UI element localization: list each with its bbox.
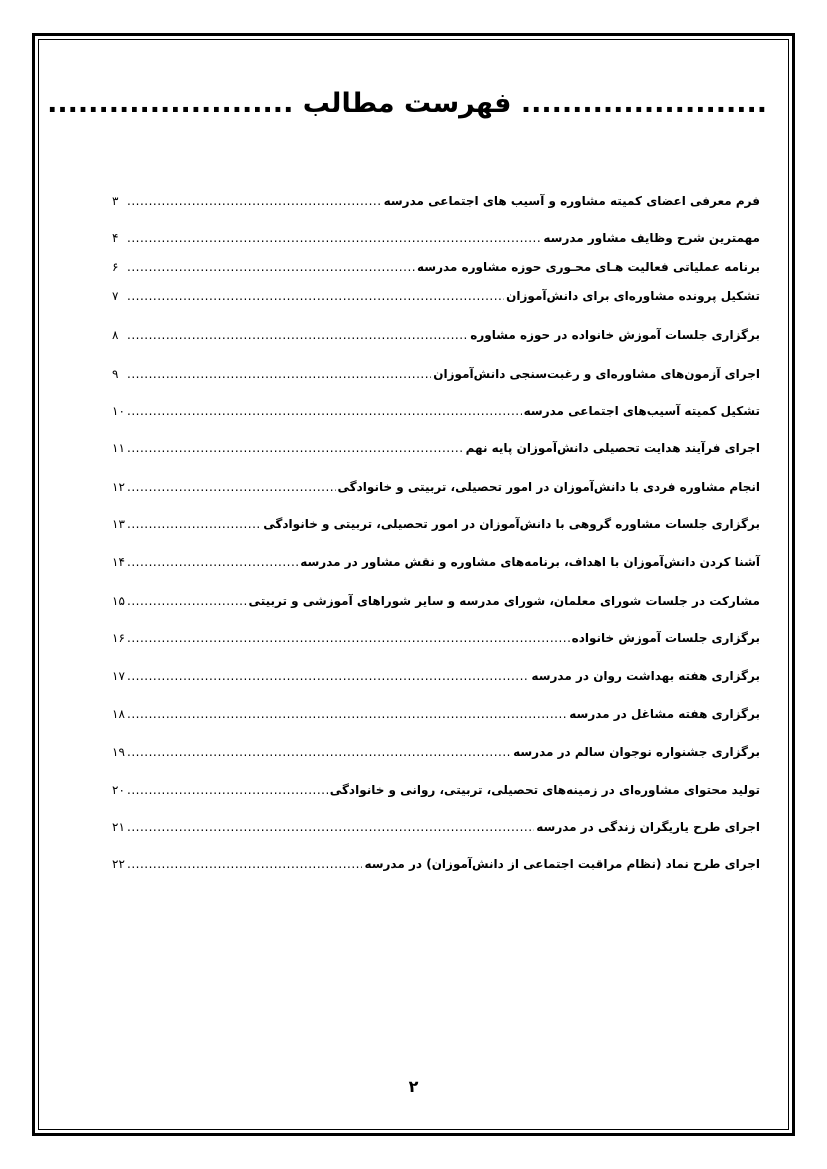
toc-entry[interactable] xyxy=(112,194,760,216)
dot-leader xyxy=(127,480,336,494)
toc-entry-page: ۱۵ xyxy=(112,594,125,608)
toc-entry-page: ۷ xyxy=(112,289,119,303)
toc-entry-label: مشارکت در جلسات شورای معلمان، شورای مدرسه و سایر شوراهای آموزشی و تربیتی xyxy=(248,594,760,608)
toc-entry-label: برگزاری هفته بهداشت روان در مدرسه xyxy=(531,669,760,683)
toc-entry-page: ۱۹ xyxy=(112,745,125,759)
toc-entry[interactable] xyxy=(112,328,760,350)
dot-leader xyxy=(127,194,382,208)
dot-leader xyxy=(127,404,522,418)
dot-leader xyxy=(127,707,567,721)
toc-entry[interactable] xyxy=(112,260,760,282)
toc-entry[interactable] xyxy=(112,820,760,842)
dot-leader xyxy=(127,783,328,797)
toc-entry[interactable] xyxy=(112,707,760,729)
toc-entry-page: ۱۷ xyxy=(112,669,125,683)
toc-entry-label: تشکیل کمیته آسیب‌های اجتماعی مدرسه xyxy=(523,404,760,418)
toc-entry-label: اجرای آزمون‌های مشاوره‌ای و رغبت‌سنجی دانش‌آموزان xyxy=(433,367,760,381)
toc-entry-label: تشکیل پرونده مشاوره‌ای برای دانش‌آموزان xyxy=(506,289,760,303)
toc-entry[interactable] xyxy=(112,289,760,311)
dot-leader xyxy=(127,594,247,608)
page-title: ........................ فهرست مطالب ........................ xyxy=(47,88,767,119)
toc-entry[interactable] xyxy=(112,480,760,502)
toc-entry-label: اجرای طرح نماد (نظام مراقبت اجتماعی از دانش‌آموزان) در مدرسه xyxy=(364,857,760,871)
toc-entry-label: فرم معرفی اعضای کمیته مشاوره و آسیب های اجتماعی مدرسه xyxy=(383,194,760,208)
toc-entry-label: تولید محتوای مشاوره‌ای در زمینه‌های تحصیلی، تربیتی، روانی و خانوادگی xyxy=(329,783,760,797)
toc-entry-label: اجرای طرح یاریگران زندگی در مدرسه xyxy=(536,820,760,834)
dot-leader xyxy=(127,669,529,683)
toc-entry-page: ۱۱ xyxy=(112,441,125,455)
toc-entry-page: ۲۰ xyxy=(112,783,125,797)
toc-entry-label: مهمترین شرح وظایف مشاور مدرسه xyxy=(543,231,760,245)
dot-leader xyxy=(127,289,504,303)
toc-entry[interactable] xyxy=(112,367,760,389)
toc-entry[interactable] xyxy=(112,669,760,691)
dot-leader xyxy=(127,328,468,342)
toc-entry-page: ۱۶ xyxy=(112,631,125,645)
toc-entry-label: برنامه عملیاتی فعالیت هـای محـوری حوزه مشاوره مدرسه xyxy=(416,260,760,274)
toc-entry-label: اجرای فرآیند هدایت تحصیلی دانش‌آموزان پایه نهم xyxy=(465,441,760,455)
toc-entry[interactable] xyxy=(112,404,760,426)
dot-leader xyxy=(127,745,511,759)
toc-entry-page: ۳ xyxy=(112,194,119,208)
toc-entry-page: ۲۱ xyxy=(112,820,125,834)
dot-leader xyxy=(127,260,415,274)
toc-entry-label: برگزاری جشنواره نوجوان سالم در مدرسه xyxy=(513,745,760,759)
toc-entry[interactable] xyxy=(112,857,760,879)
toc-entry-page: ۱۰ xyxy=(112,404,125,418)
dot-leader xyxy=(127,820,534,834)
toc-entry-page: ۱۸ xyxy=(112,707,125,721)
toc-entry[interactable] xyxy=(112,783,760,805)
toc-entry-page: ۱۴ xyxy=(112,555,125,569)
dot-leader xyxy=(127,631,570,645)
toc-entry-page: ۱۳ xyxy=(112,517,125,531)
toc-entry[interactable] xyxy=(112,441,760,463)
toc-entry[interactable] xyxy=(112,631,760,653)
toc-entry-page: ۴ xyxy=(112,231,119,245)
toc-entry[interactable] xyxy=(112,555,760,577)
toc-entry-label: انجام مشاوره فردی با دانش‌آموزان در امور تحصیلی، تربیتی و خانوادگی xyxy=(337,480,760,494)
dot-leader xyxy=(127,857,362,871)
toc-entry[interactable] xyxy=(112,231,760,253)
toc-entry-page: ۸ xyxy=(112,328,119,342)
toc-entry-label: آشنا کردن دانش‌آموزان با اهداف، برنامه‌های مشاوره و نقش مشاور در مدرسه xyxy=(300,555,760,569)
toc-entry[interactable] xyxy=(112,745,760,767)
toc-entry-page: ۹ xyxy=(112,367,119,381)
dot-leader xyxy=(127,231,541,245)
toc-entry-label: برگزاری هفته مشاغل در مدرسه xyxy=(569,707,760,721)
toc-entry-label: برگزاری جلسات مشاوره گروهی با دانش‌آموزان در امور تحصیلی، تربیتی و خانوادگی xyxy=(263,517,760,531)
toc-entry-page: ۱۲ xyxy=(112,480,125,494)
dot-leader xyxy=(127,441,464,455)
dot-leader xyxy=(127,517,261,531)
dot-leader xyxy=(127,367,431,381)
toc-entry-page: ۲۲ xyxy=(112,857,125,871)
toc-entry[interactable] xyxy=(112,594,760,616)
toc-entry[interactable] xyxy=(112,517,760,539)
dot-leader xyxy=(127,555,298,569)
toc-entry-label: برگزاری جلسات آموزش خانواده در حوزه مشاوره xyxy=(470,328,760,342)
toc-entry-page: ۶ xyxy=(112,260,119,274)
toc-entry-label: برگزاری جلسات آموزش خانواده xyxy=(571,631,760,645)
page-number: ۲ xyxy=(408,1077,419,1096)
